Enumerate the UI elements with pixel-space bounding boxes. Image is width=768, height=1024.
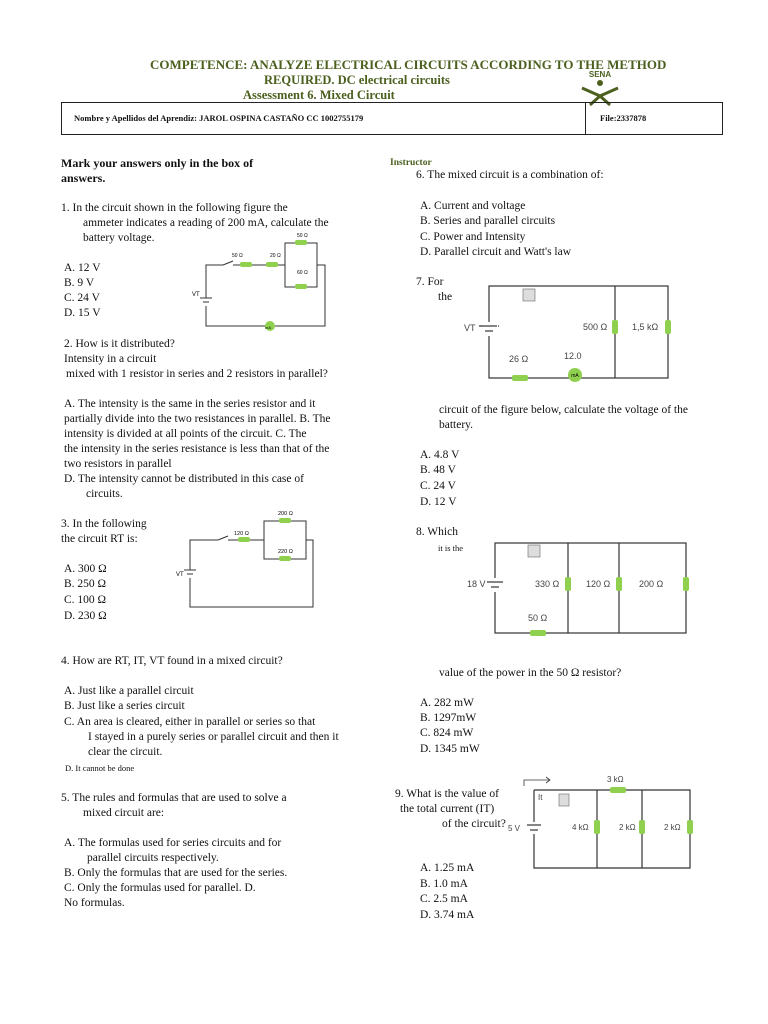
- q4-option-c-line1: C. An area is cleared, either in parallel or series so that: [64, 716, 316, 728]
- q8-resistor-330: [565, 577, 571, 591]
- q1-resistor-1: [240, 262, 252, 267]
- q4-option-b: B. Just like a series circuit: [64, 700, 185, 712]
- q7-circuit-diagram: [462, 278, 674, 388]
- q4-option-d: D. It cannot be done: [65, 763, 135, 773]
- q4-line1: 4. How are RT, IT, VT found in a mixed circuit?: [61, 655, 283, 667]
- q9-resistor-2k-a: [639, 820, 645, 834]
- q9-r2-label: 2 kΩ: [619, 823, 636, 832]
- q7-line1: 7. For: [416, 276, 444, 288]
- q3-source-label: VT: [176, 572, 184, 578]
- q7-option-c: C. 24 V: [420, 480, 456, 492]
- q9-resistor-4k: [594, 820, 600, 834]
- q7-r1-label: 500 Ω: [583, 322, 608, 332]
- q9-battery-gap: [528, 822, 540, 834]
- q7-source-label: VT: [464, 323, 476, 333]
- q7-r2-label: 1,5 kΩ: [632, 322, 659, 332]
- q8-line3: value of the power in the 50 Ω resistor?: [439, 667, 622, 679]
- q2-line3: mixed with 1 resistor in series and 2 resistors in parallel?: [66, 368, 328, 380]
- q1-meter-label: mA: [265, 325, 271, 330]
- q1-line3: battery voltage.: [83, 232, 155, 244]
- q1-option-d: D. 15 V: [64, 307, 101, 319]
- q1-circuit-diagram: [190, 228, 340, 332]
- q7-option-b: B. 48 V: [420, 464, 456, 476]
- q8-resistor-120: [616, 577, 622, 591]
- q1-resistor-2: [266, 262, 278, 267]
- q2-body-3: intensity is divided at all points of the circuit. C. The: [64, 428, 307, 440]
- q1-resistor-4: [295, 284, 307, 289]
- q9-line2: the total current (IT): [400, 803, 495, 815]
- q6-option-c: C. Power and Intensity: [420, 231, 526, 243]
- q4-option-c-line2: I stayed in a purely series or parallel circuit and then it: [88, 731, 339, 743]
- doc-title-line3: Assessment 6. Mixed Circuit: [243, 88, 395, 102]
- q8-r1-label: 330 Ω: [535, 579, 560, 589]
- q9-r1-label: 4 kΩ: [572, 823, 589, 832]
- q3-option-d: D. 230 Ω: [64, 610, 107, 622]
- q1-r1-label: 50 Ω: [232, 253, 243, 259]
- q5-line2: mixed circuit are:: [83, 807, 165, 819]
- q3-r-bottom-label: 220 Ω: [278, 549, 293, 555]
- q8-source-label: 18 V: [467, 579, 486, 589]
- sena-logo: [578, 66, 622, 106]
- q1-option-c: C. 24 V: [64, 292, 100, 304]
- q2-line1: 2. How is it distributed?: [64, 338, 175, 350]
- q1-option-b: B. 9 V: [64, 277, 95, 289]
- q8-option-c: C. 824 mW: [420, 727, 474, 739]
- q3-r-series-label: 120 Ω: [234, 531, 249, 537]
- q1-r4-label: 60 Ω: [297, 270, 308, 276]
- intro-line2: answers.: [61, 171, 106, 185]
- q7-meter-value: 12.0: [564, 351, 582, 361]
- q1-line2: ammeter indicates a reading of 200 mA, calculate the: [83, 217, 329, 229]
- q3-circuit-diagram: [176, 506, 336, 610]
- q9-current-label: It: [538, 793, 543, 802]
- student-info-box: [61, 102, 723, 135]
- q9-switch-icon: [559, 794, 569, 806]
- q2-body-5: two resistors in parallel: [64, 458, 172, 470]
- q5-option-a-line1: A. The formulas used for series circuits and for: [64, 837, 282, 849]
- q7-meter-label: mA: [571, 373, 579, 379]
- q3-option-a: A. 300 Ω: [64, 563, 107, 575]
- q2-body-1: A. The intensity is the same in the series resistor and it: [64, 398, 316, 410]
- q5-option-b: B. Only the formulas that are used for the series.: [64, 867, 288, 879]
- q8-resistor-50: [530, 630, 546, 636]
- q9-option-b: B. 1.0 mA: [420, 878, 468, 890]
- q8-switch-icon: [528, 545, 540, 557]
- q1-r2-label: 20 Ω: [270, 253, 281, 259]
- q3-option-c: C. 100 Ω: [64, 594, 107, 606]
- q4-option-c-line3: clear the circuit.: [88, 746, 163, 758]
- doc-title-line1: COMPETENCE: ANALYZE ELECTRICAL CIRCUITS ACCORDING TO THE METHOD: [150, 57, 667, 72]
- q7-r3-label: 26 Ω: [509, 354, 529, 364]
- student-name: Nombre y Apellidos del Aprendiz: JAROL OSPINA CASTAÑO CC 1002755179: [74, 113, 364, 123]
- q8-resistor-200: [683, 577, 689, 591]
- q6-option-b: B. Series and parallel circuits: [420, 215, 556, 227]
- q6-option-a: A. Current and voltage: [420, 200, 526, 212]
- q8-circuit-diagram: [462, 538, 690, 638]
- q3-resistor-bottom: [279, 556, 291, 561]
- q7-resistor-500: [612, 320, 618, 334]
- q8-option-b: B. 1297mW: [420, 712, 477, 724]
- q2-body-6: D. The intensity cannot be distributed in this case of: [64, 473, 304, 485]
- q2-line2: Intensity in a circuit: [64, 353, 157, 365]
- q1-option-a: A. 12 V: [64, 262, 101, 274]
- box-divider: [585, 103, 586, 134]
- q8-line1: 8. Which: [416, 526, 458, 538]
- q8-battery-gap: [488, 578, 502, 592]
- q9-resistor-3k: [610, 787, 626, 793]
- q2-body-4: the intensity in the series resistance is less than that of the: [64, 443, 330, 455]
- q3-option-b: B. 250 Ω: [64, 578, 107, 590]
- q9-r3-label: 2 kΩ: [664, 823, 681, 832]
- q8-r4-label: 50 Ω: [528, 613, 548, 623]
- q9-option-a: A. 1.25 mA: [420, 862, 475, 874]
- q9-line1: 9. What is the value of: [395, 788, 499, 800]
- q3-line1: 3. In the following: [61, 518, 147, 530]
- q1-line1: 1. In the circuit shown in the following figure the: [61, 202, 288, 214]
- q1-resistor-3: [295, 240, 307, 245]
- q3-resistor-top: [279, 518, 291, 523]
- q8-r3-label: 200 Ω: [639, 579, 664, 589]
- q7-option-d: D. 12 V: [420, 496, 457, 508]
- q5-option-c: C. Only the formulas used for parallel. D.: [64, 882, 256, 894]
- q9-line3: of the circuit?: [442, 818, 506, 830]
- q1-source-label: VT: [192, 292, 200, 298]
- q2-body-2: partially divide into the two resistances in parallel. B. The: [64, 413, 331, 425]
- q7-line2: the: [438, 291, 453, 303]
- q5-option-d: No formulas.: [64, 897, 125, 909]
- q9-r-top-label: 3 kΩ: [607, 775, 624, 784]
- q9-source-label: 5 V: [508, 824, 521, 833]
- q1-r3-label: 50 Ω: [297, 233, 308, 239]
- q6-option-d: D. Parallel circuit and Watt's law: [420, 246, 572, 258]
- q9-resistor-2k-b: [687, 820, 693, 834]
- q5-line1: 5. The rules and formulas that are used to solve a: [61, 792, 287, 804]
- q7-line3: circuit of the figure below, calculate the voltage of the: [439, 404, 688, 416]
- q6-line1: 6. The mixed circuit is a combination of:: [416, 169, 604, 181]
- q8-option-a: A. 282 mW: [420, 697, 474, 709]
- q7-line4: battery.: [439, 419, 474, 431]
- q7-resistor-26: [512, 375, 528, 381]
- doc-title-line2: REQUIRED. DC electrical circuits: [264, 73, 450, 87]
- q7-battery-gap: [482, 322, 498, 336]
- sena-logo-text: SENA: [588, 70, 612, 79]
- q9-option-c: C. 2.5 mA: [420, 893, 468, 905]
- q7-option-a: A. 4.8 V: [420, 449, 460, 461]
- q3-line2: the circuit RT is:: [61, 533, 138, 545]
- q9-option-d: D. 3.74 mA: [420, 909, 475, 921]
- intro-line1: Mark your answers only in the box of: [61, 156, 254, 170]
- q5-option-a-line2: parallel circuits respectively.: [87, 852, 219, 864]
- q4-option-a: A. Just like a parallel circuit: [64, 685, 194, 697]
- q3-resistor-series: [238, 537, 250, 542]
- q8-line2: it is the: [438, 543, 464, 553]
- q7-switch-icon: [523, 289, 535, 301]
- instructor-label: Instructor: [390, 158, 432, 168]
- q9-circuit-diagram: [506, 772, 696, 872]
- q7-resistor-1k5: [665, 320, 671, 334]
- q8-r2-label: 120 Ω: [586, 579, 611, 589]
- file-number: File:2337878: [600, 113, 647, 123]
- q8-option-d: D. 1345 mW: [420, 743, 480, 755]
- q2-body-7: circuits.: [86, 488, 123, 500]
- q3-r-top-label: 200 Ω: [278, 511, 293, 517]
